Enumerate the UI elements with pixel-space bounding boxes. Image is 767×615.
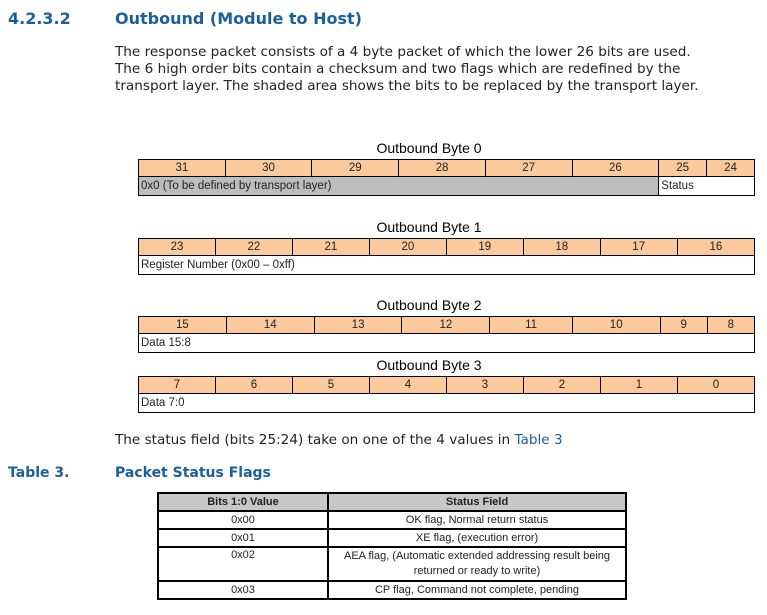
section-paragraph bbox=[115, 44, 765, 95]
status-field-cell: XE flag, (execution error) bbox=[328, 529, 626, 547]
status-flags-table bbox=[157, 492, 627, 600]
table-number: Table 3. bbox=[8, 465, 70, 481]
byte-2-table bbox=[138, 316, 755, 353]
section-title: Outbound (Module to Host) bbox=[115, 9, 362, 28]
table-row bbox=[158, 529, 626, 547]
bit-cell: 9 bbox=[660, 317, 707, 334]
status-field-cell: CP flag, Command not complete, pending bbox=[328, 581, 626, 599]
transport-defined-field: 0x0 (To be defined by transport layer) bbox=[139, 177, 659, 196]
bit-cell: 29 bbox=[312, 160, 399, 177]
bit-cell: 8 bbox=[707, 317, 754, 334]
bit-cell: 10 bbox=[572, 317, 660, 334]
bit-cell: 19 bbox=[446, 239, 523, 256]
byte-0-table bbox=[138, 159, 755, 196]
table-row bbox=[158, 581, 626, 599]
table-title: Packet Status Flags bbox=[115, 465, 271, 481]
section-number: 4.2.3.2 bbox=[8, 9, 71, 28]
status-field-cell: OK flag, Normal return status bbox=[328, 511, 626, 529]
bit-cell: 27 bbox=[485, 160, 572, 177]
byte-0-title: Outbound Byte 0 bbox=[376, 140, 482, 156]
bit-cell: 0 bbox=[678, 377, 755, 394]
bit-cell: 24 bbox=[707, 160, 755, 177]
bit-cell: 17 bbox=[600, 239, 677, 256]
table-header-bits: Bits 1:0 Value bbox=[158, 493, 328, 511]
bit-cell: 25 bbox=[659, 160, 707, 177]
bit-cell: 1 bbox=[601, 377, 678, 394]
status-description bbox=[115, 432, 563, 448]
bit-cell: 21 bbox=[292, 239, 369, 256]
paragraph-line: transport layer. The shaded area shows the bits to be replaced by the transport layer. bbox=[115, 78, 699, 94]
bit-cell: 13 bbox=[314, 317, 402, 334]
data-low-field: Data 7:0 bbox=[139, 394, 755, 413]
bits-value-cell: 0x00 bbox=[158, 511, 328, 529]
bit-cell: 6 bbox=[216, 377, 293, 394]
bit-cell: 20 bbox=[369, 239, 446, 256]
bit-cell: 2 bbox=[524, 377, 601, 394]
bits-value-cell: 0x02 bbox=[158, 547, 328, 581]
byte-3-title: Outbound Byte 3 bbox=[376, 357, 482, 373]
byte-3-table bbox=[138, 376, 755, 413]
table-3-link[interactable]: Table 3 bbox=[514, 432, 563, 448]
byte-1-table bbox=[138, 238, 755, 275]
bit-cell: 30 bbox=[225, 160, 312, 177]
table-header-status: Status Field bbox=[328, 493, 626, 511]
bit-cell: 14 bbox=[226, 317, 314, 334]
bit-cell: 3 bbox=[447, 377, 524, 394]
bit-cell: 28 bbox=[399, 160, 486, 177]
table-row bbox=[158, 547, 626, 581]
bits-value-cell: 0x03 bbox=[158, 581, 328, 599]
bit-cell: 16 bbox=[677, 239, 754, 256]
bit-cell: 11 bbox=[490, 317, 572, 334]
status-description-text: The status field (bits 25:24) take on one of the 4 values in bbox=[115, 432, 515, 448]
bit-cell: 15 bbox=[139, 317, 227, 334]
paragraph-line: The response packet consists of a 4 byte packet of which the lower 26 bits are used. bbox=[115, 44, 691, 60]
byte-1-title: Outbound Byte 1 bbox=[376, 219, 482, 235]
paragraph-line: The 6 high order bits contain a checksum and two flags which are redefined by the bbox=[115, 61, 681, 77]
bit-cell: 12 bbox=[402, 317, 490, 334]
status-field: Status bbox=[659, 177, 755, 196]
bit-cell: 5 bbox=[293, 377, 370, 394]
bit-cell: 31 bbox=[139, 160, 226, 177]
bit-cell: 23 bbox=[139, 239, 216, 256]
table-row bbox=[158, 511, 626, 529]
bits-value-cell: 0x01 bbox=[158, 529, 328, 547]
bit-cell: 18 bbox=[523, 239, 600, 256]
bit-cell: 7 bbox=[139, 377, 216, 394]
data-high-field: Data 15:8 bbox=[139, 334, 755, 353]
bit-cell: 22 bbox=[215, 239, 292, 256]
bit-cell: 4 bbox=[370, 377, 447, 394]
register-number-field: Register Number (0x00 – 0xff) bbox=[139, 256, 755, 275]
status-field-cell: AEA flag, (Automatic extended addressing result being returned or ready to write) bbox=[328, 547, 626, 581]
byte-2-title: Outbound Byte 2 bbox=[376, 297, 482, 313]
bit-cell: 26 bbox=[572, 160, 659, 177]
